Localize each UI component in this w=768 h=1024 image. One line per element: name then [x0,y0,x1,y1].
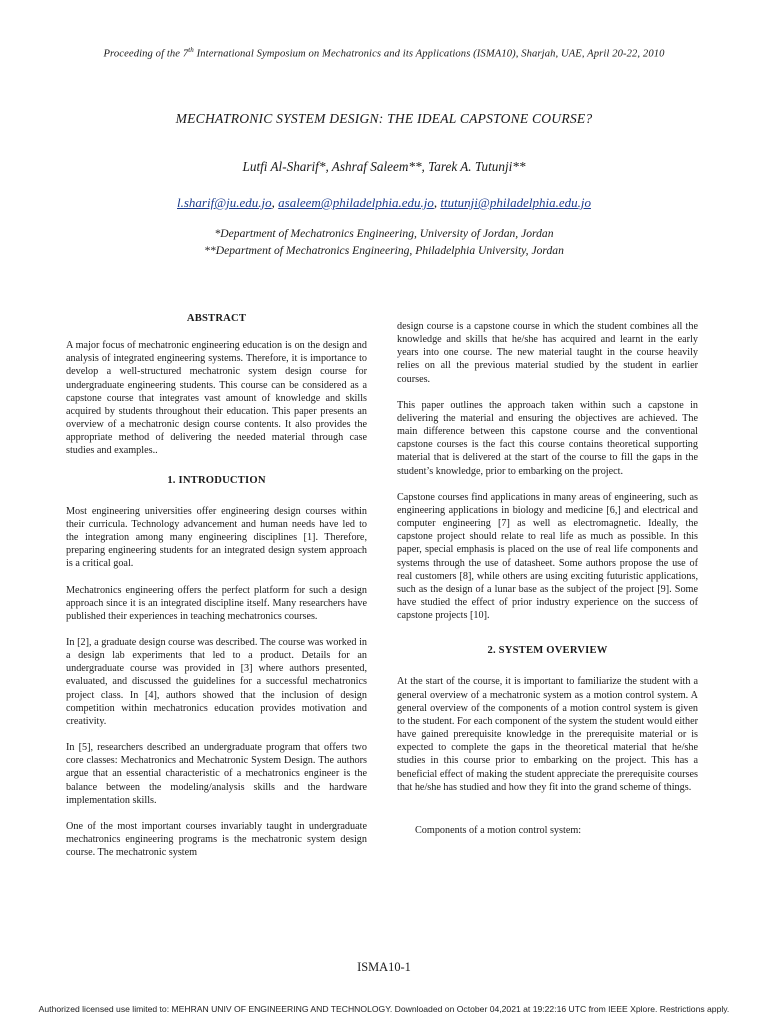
license-disclaimer: Authorized licensed use limited to: MEHRAN UNIV OF ENGINEERING AND TECHNOLOGY. Downloaded on October 04,2021 at 19:22:16 UTC from IEEE Xplore. Restrictions apply. [38,1004,730,1014]
overview-paragraph-1: At the start of the course, it is important to familiarize the student with a general overview of a mechatronic system as a motion control system. A general overview of the components of a motion control system is given to the student. For each component of the system the student would either have gained prerequisite knowledge in the prerequisite material or is expected to complete the gaps in the theoretical material that he/she studies in this course prior to embarking on the project. This has a beneficial effect of making the student appreciate the prerequisite courses that he/she has studied and how they fit into the grand scheme of things. [397,676,698,793]
conference-header [60,46,708,60]
intro-paragraph-2: Mechatronics engineering offers the perfect platform for such a design approach since it is an integrated discipline itself. Many researchers have published their experiences in teaching mechatronics courses. [66,584,367,622]
intro-paragraph-8: Capstone courses find applications in many areas of engineering, such as engineering applications in biology and medicine [6,] and electrical and computer engineering [7] as well as electromagnetic. Ideally, the capstone project should relate to real life as much as possible. In this paper, special emphasis is placed on the use of real life components and systems through the use of datasheet. Some authors propose the use of real customers [8], while others are using exciting futuristic applications, such as the design of a lunar base as the subject of the project [9]. Some have studied the effect of prior industry experience on the success of capstone projects [10]. [397,491,698,622]
affiliation-1: *Department of Mechatronics Engineering, University of Jordan, Jordan [214,227,554,240]
email-separator: , [433,195,441,210]
intro-paragraph-5: One of the most important courses invariably taught in undergraduate mechatronics engineering programs is the mechatronic system design course. The mechatronic system [66,820,367,859]
paper-authors: Lutfi Al-Sharif*, Ashraf Saleem**, Tarek A. Tutunji** [242,159,526,174]
conference-header-pre: Proceeding of the 7 [103,48,189,60]
page-identifier: ISMA10-1 [357,960,411,974]
paper-title: MECHATRONIC SYSTEM DESIGN: THE IDEAL CAPSTONE COURSE? [175,111,593,126]
email-separator: , [271,195,279,210]
abstract-heading: ABSTRACT [186,313,247,324]
email-link-2[interactable]: asaleem@philadelphia.edu.jo [278,195,434,210]
conference-header-post: International Symposium on Mechatronics and its Applications (ISMA10), Sharjah, UAE, April 20-22, 2010 [193,48,665,60]
figure-caption-intro: Components of a motion control system: [415,824,582,836]
left-column [66,312,367,872]
section-2-heading: 2. SYSTEM OVERVIEW [487,645,608,657]
conference-header-sup: th [188,46,194,54]
email-link-1[interactable]: l.sharif@ju.edu.jo [177,195,272,210]
intro-paragraph-4: In [5], researchers described an undergraduate program that offers two core classes: Mechatronics and Mechatronic System Design. The authors argue that an essential characteristic of a mechatronics engineer is the balance between the modeling/analysis skills and the hardware implementation skills. [66,742,367,806]
right-column [397,320,698,850]
section-1-heading: 1. INTRODUCTION [167,474,266,486]
author-emails [60,195,708,211]
abstract-text: A major focus of mechatronic engineering education is on the design and analysis of integrated engineering systems. Therefore, it is importance to develop a well-structured mechatronic system design course for undergraduate engineering students. This course can be considered as a capstone course that integrates vast amount of knowledge and skills acquired by students throughout their education. This paper presents an overview of a mechatronic design course contents. It also provides the appropriate method of delivering the needed material through case studies and examples.. [66,340,367,457]
intro-paragraph-1: Most engineering universities offer engineering design courses within their curricula. Technology advancement and human needs have led to the integration among many engineering disciplines [1]. Therefore, preparing engineering students for an integrated design system approach is a critical goal. [66,505,367,570]
affiliation-2: **Department of Mechatronics Engineering, Philadelphia University, Jordan [204,244,564,257]
intro-paragraph-6: design course is a capstone course in which the student combines all the knowledge and skills that he/she has acquired and learnt in the early years into one course. The new material taught in the course heavily relies on all the previous material studied by the student in earlier courses. [397,321,698,385]
intro-paragraph-3: In [2], a graduate design course was described. The course was worked in a design lab experiments that led to a product. Details for an undergraduate course was provided in [3] where authors presented, evaluated, and discussed the guidelines for a successful mechatronics project class. In [4], authors showed that the inclusion of design competition within mechatronics education provides motivation and creativity. [66,636,367,727]
intro-paragraph-7: This paper outlines the approach taken within such a capstone in delivering the material and ensuring the objectives are achieved. The main difference between this capstone course and the conventional capstone courses is the fact this course contains theoretical supporting material that is delivered at the start of the course to fill the gaps in the student’s knowledge, prior to embarking on the project. [397,399,698,477]
email-link-3[interactable]: ttutunji@philadelphia.edu.jo [440,195,591,210]
